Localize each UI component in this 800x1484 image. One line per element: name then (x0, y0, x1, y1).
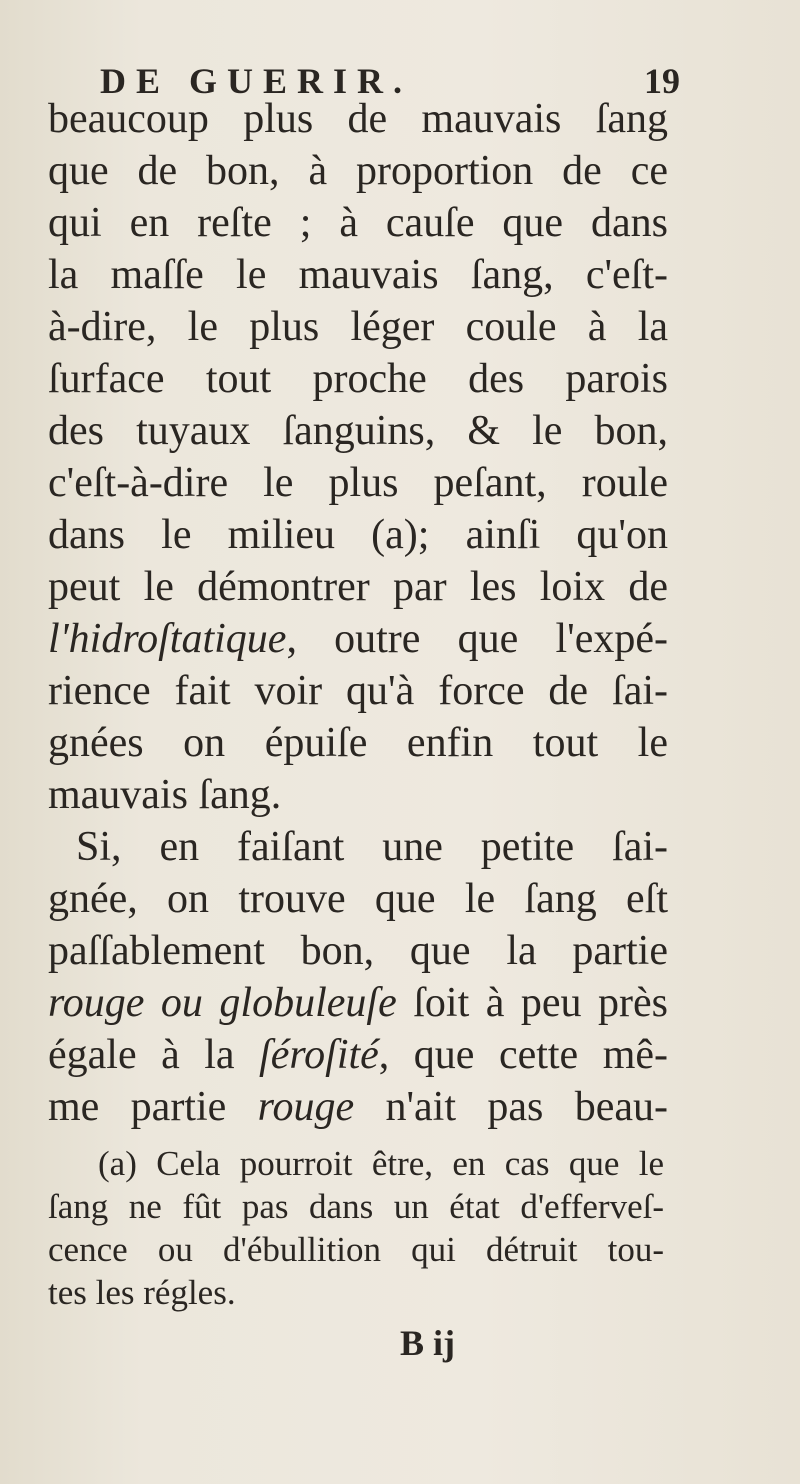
text-line: dans le milieu (a); ainſi qu'on (48, 512, 668, 558)
text-line: peut le démontrer par les loix de (48, 564, 668, 610)
text-run: , outre que l'expé- (286, 616, 668, 662)
text-line: la maſſe le mauvais ſang, c'eſt- (48, 252, 668, 298)
italic-term: ſéroſité (259, 1032, 379, 1078)
signature-mark: B ij (400, 1323, 456, 1363)
footnote-line: cence ou d'ébullition qui détruit tou- (48, 1230, 664, 1269)
text-line: gnées on épuiſe enfin tout le (48, 720, 668, 766)
text-run: égale à la (48, 1032, 260, 1078)
text-line: ſurface tout proche des parois (48, 356, 668, 402)
text-run: ſoit à peu près (396, 980, 669, 1026)
footnote-line: ſang ne fût pas dans un état d'efferveſ- (48, 1187, 664, 1226)
italic-term: rouge ou globuleuſe (48, 980, 397, 1026)
italic-term: rouge (257, 1084, 355, 1130)
text-line: qui en reſte ; à cauſe que dans (48, 200, 668, 246)
text-line: Si, en faiſant une petite ſai- (76, 824, 668, 870)
text-line (48, 1081, 668, 1133)
text-line: que de bon, à proportion de ce (48, 148, 668, 194)
text-line: mauvais ſang. (48, 772, 282, 818)
text-run: n'ait pas beau- (354, 1084, 668, 1130)
text-line: des tuyaux ſanguins, & le bon, (48, 408, 668, 454)
main-text (48, 93, 668, 1133)
text-line (48, 613, 668, 665)
footnote-line: (a) Cela pourroit être, en cas que le (98, 1144, 664, 1183)
text-line (48, 977, 668, 1029)
text-run: me partie (48, 1084, 258, 1130)
text-line: paſſablement bon, que la partie (48, 928, 668, 974)
page-number: 19 (644, 61, 680, 101)
text-line: gnée, on trouve que le ſang eſt (48, 876, 668, 922)
text-run: , que cette mê- (378, 1032, 668, 1078)
italic-term: l'hidroſtatique (48, 616, 287, 662)
text-line: à-dire, le plus léger coule à la (48, 304, 668, 350)
text-line: beaucoup plus de mauvais ſang (48, 96, 668, 142)
footnote (48, 1142, 664, 1314)
text-line: rience fait voir qu'à force de ſai- (48, 668, 668, 714)
text-line: c'eſt-à-dire le plus peſant, roule (48, 460, 668, 506)
footnote-line: tes les régles. (48, 1273, 236, 1312)
text-line (48, 1029, 668, 1081)
running-head: DE GUERIR. (100, 61, 413, 101)
